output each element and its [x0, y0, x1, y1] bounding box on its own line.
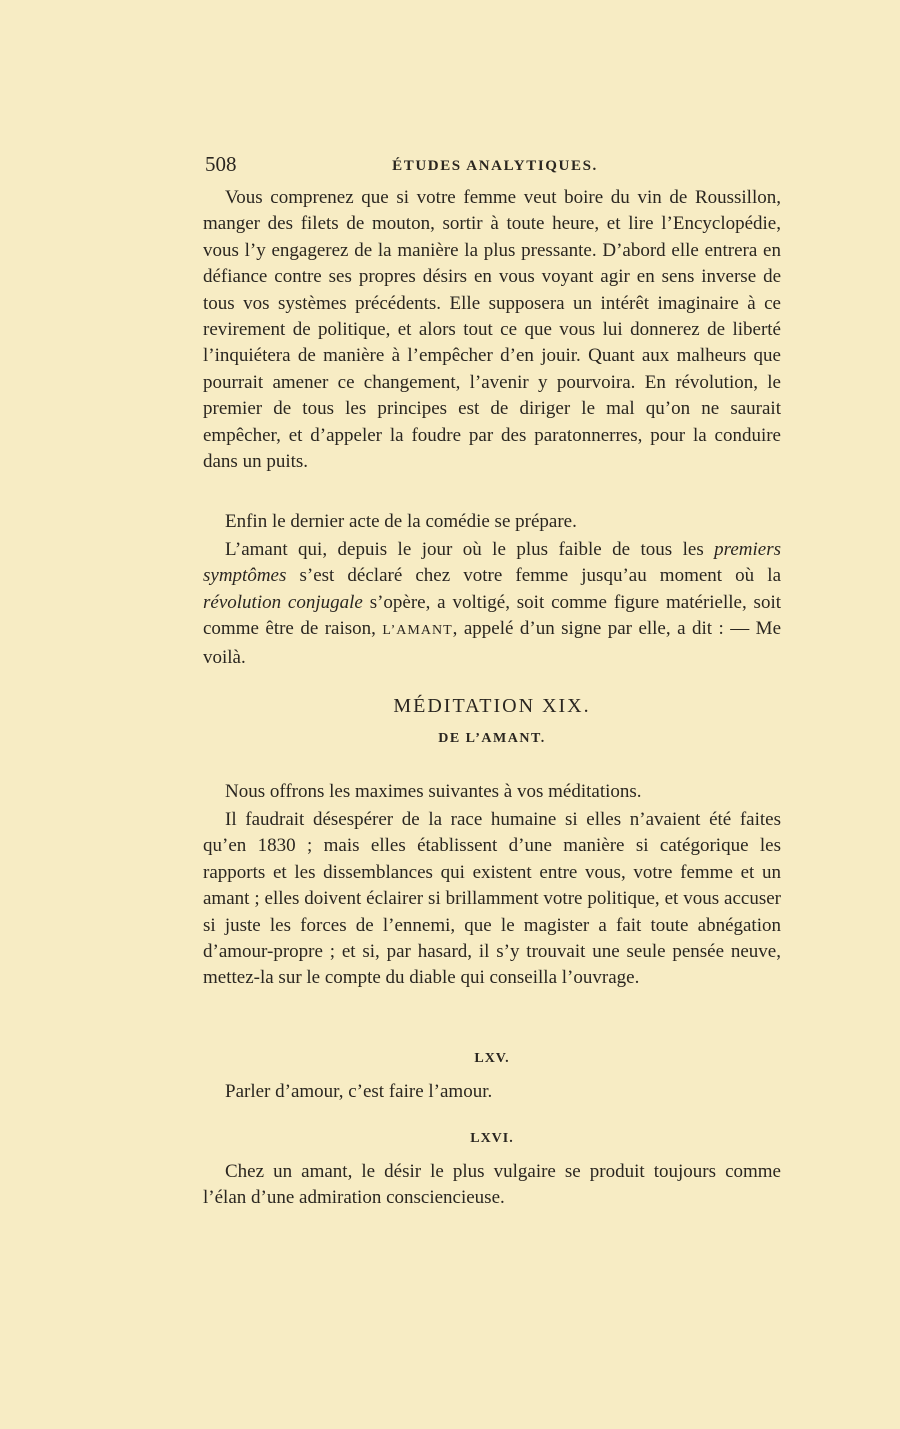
- maxim-number-lxvi: LXVI.: [470, 1131, 514, 1146]
- italic-revolution-conjugale: révolution conjugale: [203, 591, 363, 613]
- paragraph-1: Vous comprenez que si votre femme veut boire du vin de Roussillon, manger des filets de mouton, sortir à toute heure, et lire l’Encyclopédie, vous l’y engagerez de la manière la plus pressante. D’abord elle entrera en défiance contre ses propres désirs en vous voyant agir en sens inverse de tous vos systèmes précédents. Elle supposera un intérêt imaginaire à ce revirement de politique, et alors tout ce que vous lui donnerez de liberté l’inquiétera de manière à l’empêcher d’en jouir. Quant aux malheurs que pourrait amener ce changement, l’avenir y pourvoira. En révolution, le premier de tous les principes est de diriger le mal qu’on ne saurait empêcher, et d’appeler la foudre par des paratonnerres, pour la conduire dans un puits.: [203, 187, 781, 473]
- maxim-text-lxvi: Chez un amant, le désir le plus vulgaire se produit toujours comme l’élan d’une admiration consciencieuse.: [203, 1161, 781, 1209]
- paragraph-3-text-g: , appelé d’un signe par elle, a dit : — Me voilà.: [203, 618, 782, 668]
- maxim-text-lxv: Parler d’amour, c’est faire l’amour.: [225, 1081, 493, 1102]
- meditation-title: MÉDITATION XIX.: [393, 695, 591, 717]
- italic-premiers-symptomes: premiers symptômes: [203, 539, 781, 587]
- smallcaps-amant: L’AMANT: [382, 623, 453, 639]
- paragraph-3: [203, 537, 781, 671]
- page-number: 508: [205, 152, 237, 176]
- paragraph-4: Nous offrons les maximes suivantes à vos méditations.: [225, 781, 642, 802]
- paragraph-3-text-e: s’opère, a voltigé, soit comme figure matérielle, soit comme être de raison,: [203, 591, 781, 640]
- paragraph-5: Il faudrait désespérer de la race humaine si elles n’avaient été faites qu’en 1830 ; mais elles établissent d’une manière si catégorique les rapports et les dissemblances qui existent entre vous, votre femme et un amant ; elles doivent éclairer si brillamment votre politique, et vous accuser si juste les forces de l’ennemi, que le magister a fait toute abnégation d’amour-propre ; et si, par hasard, il s’y trouvait une seule pensée neuve, mettez-la sur le compte du diable qui conseilla l’ouvrage.: [203, 809, 781, 989]
- page-header: [205, 152, 785, 182]
- running-title: ÉTUDES ANALYTIQUES.: [392, 158, 598, 174]
- meditation-subtitle: DE L’AMANT.: [438, 731, 546, 746]
- body-text: [203, 185, 781, 1219]
- paragraph-3-text-a: L’amant qui, depuis le jour où le plus faible de tous les: [225, 539, 715, 560]
- paragraph-2: Enfin le dernier acte de la comédie se prépare.: [225, 511, 577, 532]
- maxim-number-lxv: LXV.: [474, 1051, 510, 1066]
- paragraph-3-text-c: s’est déclaré chez votre femme jusqu’au moment où la: [286, 565, 781, 587]
